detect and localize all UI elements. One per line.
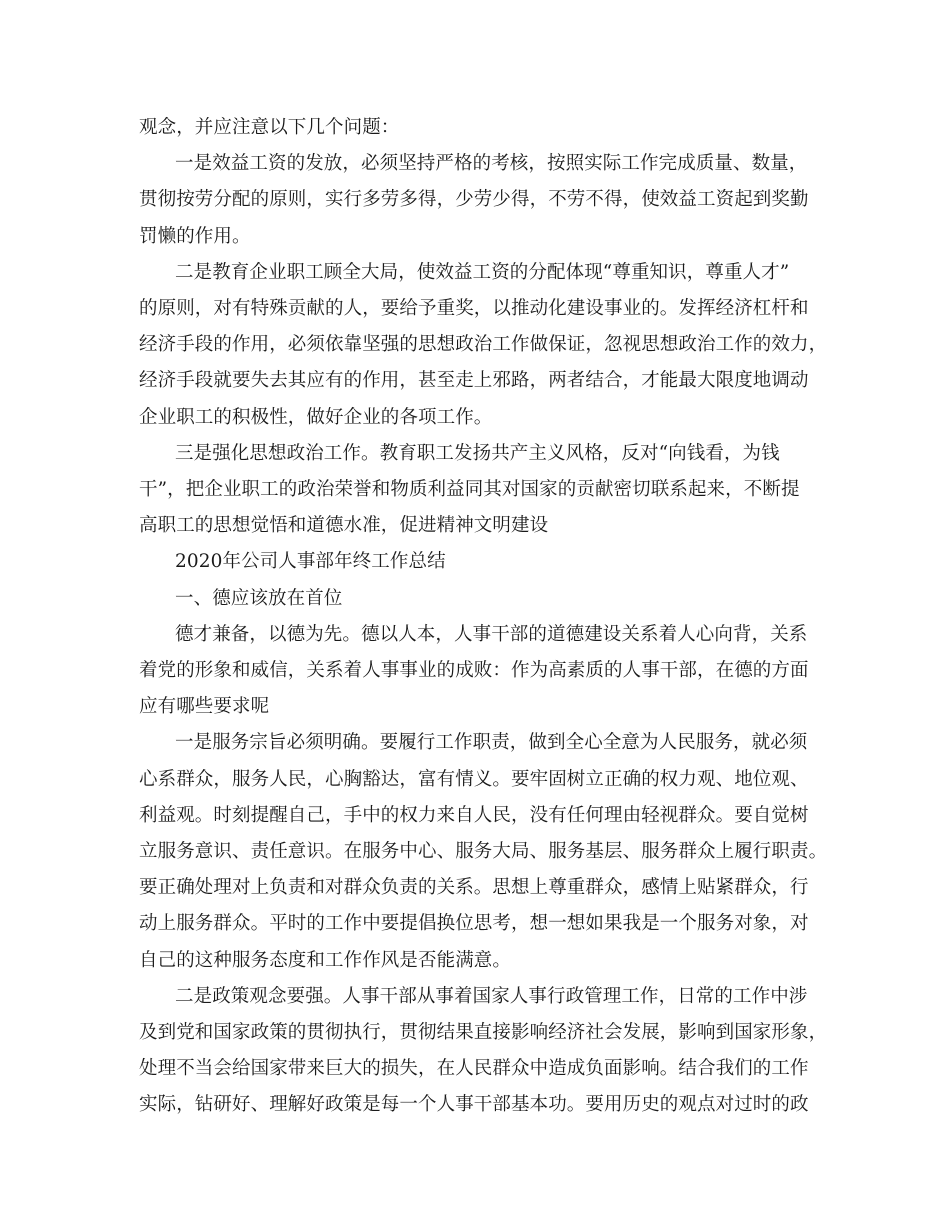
- text-line: 自己的这种服务态度和工作作风是否能满意。: [139, 949, 512, 971]
- text-line: 企业职工的积极性，做好企业的各项工作。: [139, 406, 493, 428]
- text-line: 处理不当会给国家带来巨大的损失，在人民群众中造成负面影响。结合我们的工作: [139, 1058, 809, 1080]
- text-line: 一、德应该放在首位: [175, 587, 343, 609]
- text-line: 应有哪些要求呢: [139, 696, 270, 718]
- text-line: 二是教育企业职工顾全大局，使效益工资的分配体现“尊重知识，尊重人才”: [175, 261, 790, 283]
- text-line: 罚懒的作用。: [139, 225, 251, 247]
- text-line: 贯彻按劳分配的原则，实行多劳多得，少劳少得，不劳不得，使效益工资起到奖勤: [139, 189, 809, 211]
- document-body: [139, 110, 829, 1124]
- text-line: 三是强化思想政治工作。教育职工发扬共产主义风格，反对“向钱看，为钱: [175, 442, 780, 464]
- text-line: 立服务意识、责任意识。在服务中心、服务大局、服务基层、服务群众上履行职责。: [139, 841, 828, 863]
- text-line: 一是服务宗旨必须明确。要履行工作职责，做到全心全意为人民服务，就必须: [175, 732, 808, 754]
- text-line: 观念，并应注意以下几个问题：: [139, 117, 400, 138]
- text-line: 要正确处理对上负责和对群众负责的关系。思想上尊重群众，感情上贴紧群众，行: [139, 877, 809, 899]
- text-line: 心系群众，服务人民，心胸豁达，富有情义。要牢固树立正确的权力观、地位观、: [139, 768, 809, 790]
- text-line: 高职工的思想觉悟和道德水准，促进精神文明建设: [139, 515, 549, 537]
- text-line: 二是政策观念要强。人事干部从事着国家人事行政管理工作，日常的工作中涉: [175, 985, 808, 1007]
- text-line: 一是效益工资的发放，必须坚持严格的考核，按照实际工作完成质量、数量，: [175, 153, 808, 175]
- text-line: 经济手段的作用，必须依靠坚强的思想政治工作做保证，忽视思想政治工作的效力，: [139, 334, 828, 356]
- text-line: 及到党和国家政策的贯彻执行，贯彻结果直接影响经济社会发展，影响到国家形象，: [139, 1022, 828, 1044]
- text-line: 干”，把企业职工的政治荣誉和物质利益同其对国家的贡献密切联系起来，不断提: [139, 479, 800, 501]
- text-line: 利益观。时刻提醒自己，手中的权力来自人民，没有任何理由轻视群众。要自觉树: [139, 804, 809, 826]
- text-line: 的原则，对有特殊贡献的人，要给予重奖，以推动化建设事业的。发挥经济杠杆和: [139, 298, 809, 320]
- text-line: 着党的形象和威信，关系着人事事业的成败：作为高素质的人事干部，在德的方面: [139, 660, 809, 682]
- text-line: 动上服务群众。平时的工作中要提倡换位思考，想一想如果我是一个服务对象，对: [139, 913, 809, 935]
- text-line: 经济手段就要失去其应有的作用，甚至走上邪路，两者结合，才能最大限度地调动: [139, 370, 809, 392]
- text-line: 德才兼备，以德为先。德以人本，人事干部的道德建设关系着人心向背，关系: [175, 623, 808, 645]
- text-line: 实际，钻研好、理解好政策是每一个人事干部基本功。要用历史的观点对过时的政: [139, 1094, 809, 1116]
- text-line: 2020年公司人事部年终工作总结: [175, 551, 446, 573]
